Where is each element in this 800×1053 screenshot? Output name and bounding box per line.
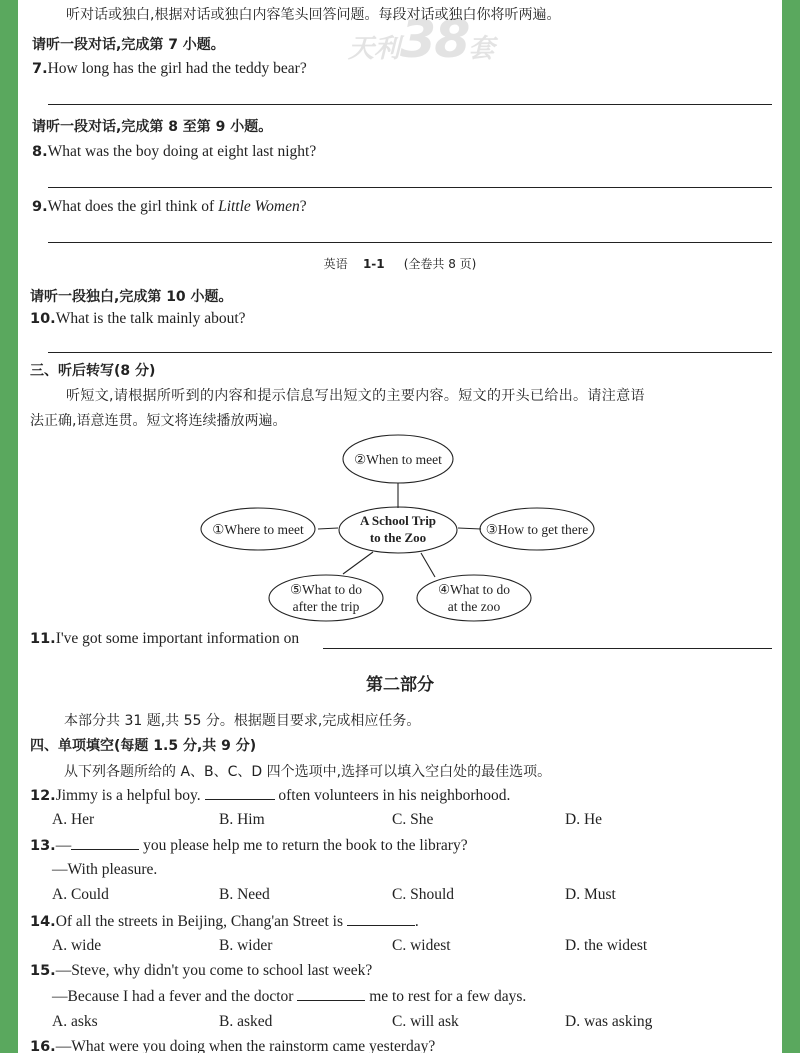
mindmap-left: ①Where to meet: [212, 522, 304, 537]
mindmap-bottom-right-1: ④What to do: [437, 582, 511, 597]
option-15-c[interactable]: C. will ask: [392, 1013, 459, 1030]
blank-14[interactable]: [347, 912, 415, 926]
listening-intro: 听对话或独白,根据对话或独白内容笔头回答问题。每段对话或独白你将听两遍。: [66, 7, 561, 23]
mindmap-top: ②When to meet: [354, 452, 442, 467]
answer-line-11[interactable]: [323, 648, 772, 649]
mindmap-center-1: A School Trip: [359, 513, 437, 528]
watermark-brand: 天利: [348, 34, 401, 64]
sub-heading-10: 请听一段独白,完成第 10 小题。: [30, 289, 233, 305]
question-11: 11.I've got some important information on: [30, 630, 300, 647]
option-13-c[interactable]: C. Should: [392, 886, 455, 903]
blank-12[interactable]: [205, 786, 275, 800]
sub-heading-8-9: 请听一段对话,完成第 8 至第 9 小题。: [32, 119, 273, 135]
option-13-a[interactable]: A. Could: [52, 886, 109, 903]
option-13-d[interactable]: D. Must: [565, 886, 616, 903]
option-14-d[interactable]: D. the widest: [565, 937, 648, 954]
section3-instruction-1: 听短文,请根据所听到的内容和提示信息写出短文的主要内容。短文的开头已给出。请注意语: [66, 388, 645, 404]
watermark-suffix: 套: [468, 34, 495, 64]
section3-instruction-2: 法正确,语意连贯。短文将连续播放两遍。: [30, 413, 287, 429]
answer-line-7[interactable]: [48, 104, 772, 105]
mindmap-right: ③How to get there: [485, 522, 589, 537]
question-10: 10.What is the talk mainly about?: [30, 310, 246, 327]
option-15-d[interactable]: D. was asking: [565, 1013, 653, 1030]
mind-map: [18, 430, 782, 625]
answer-line-10[interactable]: [48, 352, 772, 353]
reply-13: —With pleasure.: [52, 861, 158, 878]
question-13: 13.— you please help me to return the book to the library?: [30, 837, 468, 854]
option-14-c[interactable]: C. widest: [392, 937, 451, 954]
question-8: 8.What was the boy doing at eight last night?: [32, 143, 317, 160]
option-14-b[interactable]: B. wider: [219, 937, 273, 954]
question-16: 16.—What were you doing when the rainstorm came yesterday?: [30, 1038, 436, 1053]
question-14: 14.Of all the streets in Beijing, Chang'an Street is .: [30, 913, 419, 930]
question-12: 12.Jimmy is a helpful boy. often volunteers in his neighborhood.: [30, 787, 511, 804]
sub-heading-7: 请听一段对话,完成第 7 小题。: [32, 37, 225, 53]
answer-line-9[interactable]: [48, 242, 772, 243]
connector-bottom-left: [343, 552, 373, 574]
section3-title: 三、听后转写(8 分): [30, 363, 156, 379]
blank-15[interactable]: [297, 987, 365, 1001]
option-12-a[interactable]: A. Her: [52, 811, 95, 828]
option-14-a[interactable]: A. wide: [52, 937, 102, 954]
answer-line-8[interactable]: [48, 187, 772, 188]
part2-intro: 本部分共 31 题,共 55 分。根据题目要求,完成相应任务。: [64, 713, 421, 729]
option-13-b[interactable]: B. Need: [219, 886, 270, 903]
connector-right: [458, 528, 481, 529]
part2-heading: 第二部分: [366, 675, 434, 695]
section4-instruction: 从下列各题所给的 A、B、C、D 四个选项中,选择可以填入空白处的最佳选项。: [64, 764, 552, 780]
mindmap-bottom-right-2: at the zoo: [447, 599, 501, 614]
option-12-d[interactable]: D. He: [565, 811, 603, 828]
option-15-a[interactable]: A. asks: [52, 1013, 98, 1030]
section4-title: 四、单项填空(每题 1.5 分,共 9 分): [30, 738, 257, 754]
mindmap-bottom-left-2: after the trip: [292, 599, 360, 614]
option-12-b[interactable]: B. Him: [219, 811, 265, 828]
mindmap-center-2: to the Zoo: [369, 530, 427, 545]
question-9: 9.What does the girl think of Little Women?: [32, 198, 307, 215]
question-7: 7.How long has the girl had the teddy bear?: [32, 60, 307, 77]
question-15: 15.—Steve, why didn't you come to school last week?: [30, 962, 373, 979]
option-15-b[interactable]: B. asked: [219, 1013, 273, 1030]
connector-bottom-right: [421, 553, 435, 577]
option-12-c[interactable]: C. She: [392, 811, 434, 828]
connector-left: [318, 528, 338, 529]
question-15-line2: —Because I had a fever and the doctor me to rest for a few days.: [52, 988, 527, 1005]
blank-13[interactable]: [71, 836, 139, 850]
watermark-number: 38: [400, 10, 469, 70]
page-footer: 英语 1-1 (全卷共 8 页): [323, 257, 477, 271]
mindmap-bottom-left-1: ⑤What to do: [289, 582, 363, 597]
exam-page: [18, 0, 782, 1053]
